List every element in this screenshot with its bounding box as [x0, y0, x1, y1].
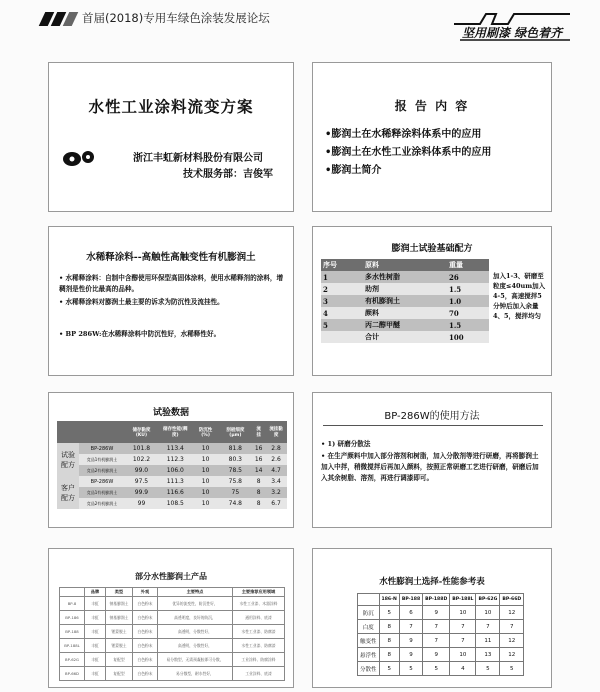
contents-item-2: •膨润土在水性工业涂料体系中的应用 — [325, 147, 492, 158]
forum-logo-icon — [38, 12, 74, 26]
table-row: 2 助剂 1.5 — [321, 283, 489, 295]
table-row: 5 丙二醇甲醚 1.5 — [321, 319, 489, 331]
table-row: BP-188L 丰虹 锂蒙脱土 白色粉末 高透明，分散性好， 水性工业漆、防腐漆 — [60, 639, 285, 653]
test-header-viscosity: 储存黏度(KU) — [132, 427, 151, 438]
slide-water-dilution — [48, 226, 294, 376]
test-header-sag: 流挂 — [256, 427, 261, 438]
company-logo-icon — [61, 147, 97, 169]
water-dilution-bullet-2: • 水稀释涂料对膨润土最主要的诉求为防沉性及流挂性。 — [59, 298, 224, 306]
water-dilution-heading: 水稀释涂料--高触性高触变性有机膨润土 — [86, 252, 256, 263]
test-data-table — [57, 421, 287, 509]
slide-base-formula — [312, 226, 552, 376]
slide-title — [48, 62, 294, 212]
test-header-fineness: 刮板细度(µm) — [226, 427, 245, 438]
table-row: 竞品1有机膨润土 102.2 112.3 10 80.3 16 2.6 — [57, 454, 287, 465]
table-row: 触变性 8 9 7 7 11 12 — [358, 634, 524, 648]
usage-text: • 在生产颜料中加入部分溶剂和树脂，加入分散剂等进行研磨，再将膨润土加入中拌，稍微搅拌后再加入颜料，按照正常研磨工艺进行研磨，研磨后加入其余树脂、溶剂，再进行调漆即可。 — [321, 452, 539, 482]
forum-title: 首届(2018)专用车绿色涂装发展论坛 — [82, 11, 270, 25]
test-header-storage: 储存性能(稠度) — [163, 427, 188, 438]
company-name: 浙江丰虹新材料股份有限公司 — [133, 153, 263, 164]
formula-header-material: 原料 — [365, 260, 379, 269]
table-row: BP-186 丰虹 钠基膨润土 白色粉末 高透明度，良好的防沉， 通用涂料、底漆 — [60, 611, 285, 625]
table-row: 防沉 5 6 9 10 10 12 — [358, 606, 524, 620]
table-row: 竞品1有机膨润土 99.9 116.6 10 75 8 3.2 — [57, 487, 287, 498]
table-row: 白度 8 7 7 7 7 7 — [358, 620, 524, 634]
table-row: 合计 100 — [321, 331, 489, 343]
page-header — [0, 0, 600, 50]
table-row: BP-62G 丰虹 复配型 白色粉末 易分散型，无需预凝胶即可分散， 工业涂料、防腐涂料 — [60, 653, 285, 667]
usage-divider — [323, 425, 543, 426]
slide-contents — [312, 62, 552, 212]
test-header-sag-viscosity: 流挂黏度 — [269, 427, 283, 438]
table-row: 竞品2有机膨润土 99 108.5 10 74.8 8 6.7 — [57, 498, 287, 509]
table-row: BP-188 丰虹 锂蒙脱土 白色粉末 高透明，分散性好， 水性工业漆、防腐漆 — [60, 625, 285, 639]
contents-item-3: •膨润土简介 — [325, 165, 382, 176]
formula-header-weight: 重量 — [449, 260, 463, 269]
table-row: BP-8 丰虹 钠基膨润土 白色粉末 优异的流变性，防沉性好， 水性工业漆、木器涂料 — [60, 597, 285, 611]
slide-performance — [312, 548, 552, 688]
water-dilution-bullet-1: • 水稀释涂料：自制中含醇使用环保型高固体涂料，使用水稀释剂的涂料，增稠剂是性价比最高的品种。 — [59, 274, 284, 293]
group-customer-formula: 客户配方 — [57, 476, 79, 509]
table-row: 悬浮性 8 9 9 10 13 12 — [358, 648, 524, 662]
slide-title-heading: 水性工业涂料流变方案 — [88, 97, 254, 116]
slide-test-data — [48, 392, 294, 528]
presenter: 技术服务部：吉俊军 — [183, 169, 273, 180]
contents-item-1: •膨润土在水稀释涂料体系中的应用 — [325, 129, 482, 140]
slide-products — [48, 548, 294, 688]
performance-heading: 水性膨润土选择-性能参考表 — [379, 577, 485, 587]
base-formula-table — [321, 259, 489, 343]
slide-usage — [312, 392, 552, 528]
group-test-formula: 试验配方 — [57, 443, 79, 476]
table-row: 试验配方 BP-286W 101.8 113.4 10 81.8 16 2.8 — [57, 443, 287, 454]
base-formula-heading: 膨润土试验基础配方 — [391, 244, 473, 254]
performance-table: 186-N BP-188 BP-188D BP-188L BP-62G BP-66D 防沉 5 6 9 10 10 12 白度 8 7 7 7 7 7 触变性 8 9 7 7 11 12 悬浮性 8 9 9 10 13 12 分散性 5 5 5 4 5 5 — [357, 593, 524, 676]
table-row: 分散性 5 5 5 4 5 5 — [358, 662, 524, 676]
usage-method: • 1) 研磨分散法 — [321, 440, 371, 448]
table-row: 客户配方 BP-286W 97.5 111.3 10 75.8 8 3.4 — [57, 476, 287, 487]
products-heading: 部分水性膨润土产品 — [135, 571, 207, 581]
test-header-settling: 防沉性(%) — [198, 427, 213, 438]
table-row: 竞品2有机膨润土 99.0 106.0 10 78.5 14 4.7 — [57, 465, 287, 476]
products-table: 品牌 类型 外观 主要特点 主要推荐应用领域 BP-8 丰虹 钠基膨润土 白色粉末 优异的流变性，防沉性好， 水性工业漆、木器涂料 BP-186 丰虹 钠基膨润土 白色粉末 高透明度，良好的防沉， 通用涂料、底漆 BP-188 丰虹 锂蒙脱土 白色粉末 高透明，分散性好， 水性工业漆、防腐漆 BP-188L 丰虹 锂蒙脱土 白色粉末 高透明，分散性好， 水性工业漆、防腐漆 BP-62G 丰虹 复配型 白色粉末 易分散型，无需预凝胶即可分散， 工业涂料、防腐涂料 BP-66D 丰虹 复配型 白色粉末 易分散型，耐水性好， 工业涂料、底漆 — [59, 587, 285, 681]
water-dilution-bullet-3: • BP 286W:在水稀释涂料中防沉性好，水稀释性好。 — [59, 330, 221, 338]
table-row: 3 有机膨润土 1.0 — [321, 295, 489, 307]
table-row: BP-66D 丰虹 复配型 白色粉末 易分散型，耐水性好， 工业涂料、底漆 — [60, 667, 285, 681]
formula-header-no: 序号 — [323, 260, 337, 269]
formula-note: 加入1-3、研磨至粒度≤40um加入4-5，高速搅拌5分钟后加入余量4、5，搅拌均匀 — [493, 272, 546, 320]
test-data-heading: 试验数据 — [152, 408, 189, 418]
table-row: 1 多水性树脂 26 — [321, 271, 489, 283]
table-row: 4 颜料 70 — [321, 307, 489, 319]
slogan-text: 坚用刷漆 绿色着齐 — [462, 26, 563, 40]
usage-heading: BP-286W的使用方法 — [384, 411, 480, 422]
contents-heading: 报 告 内 容 — [394, 99, 470, 113]
